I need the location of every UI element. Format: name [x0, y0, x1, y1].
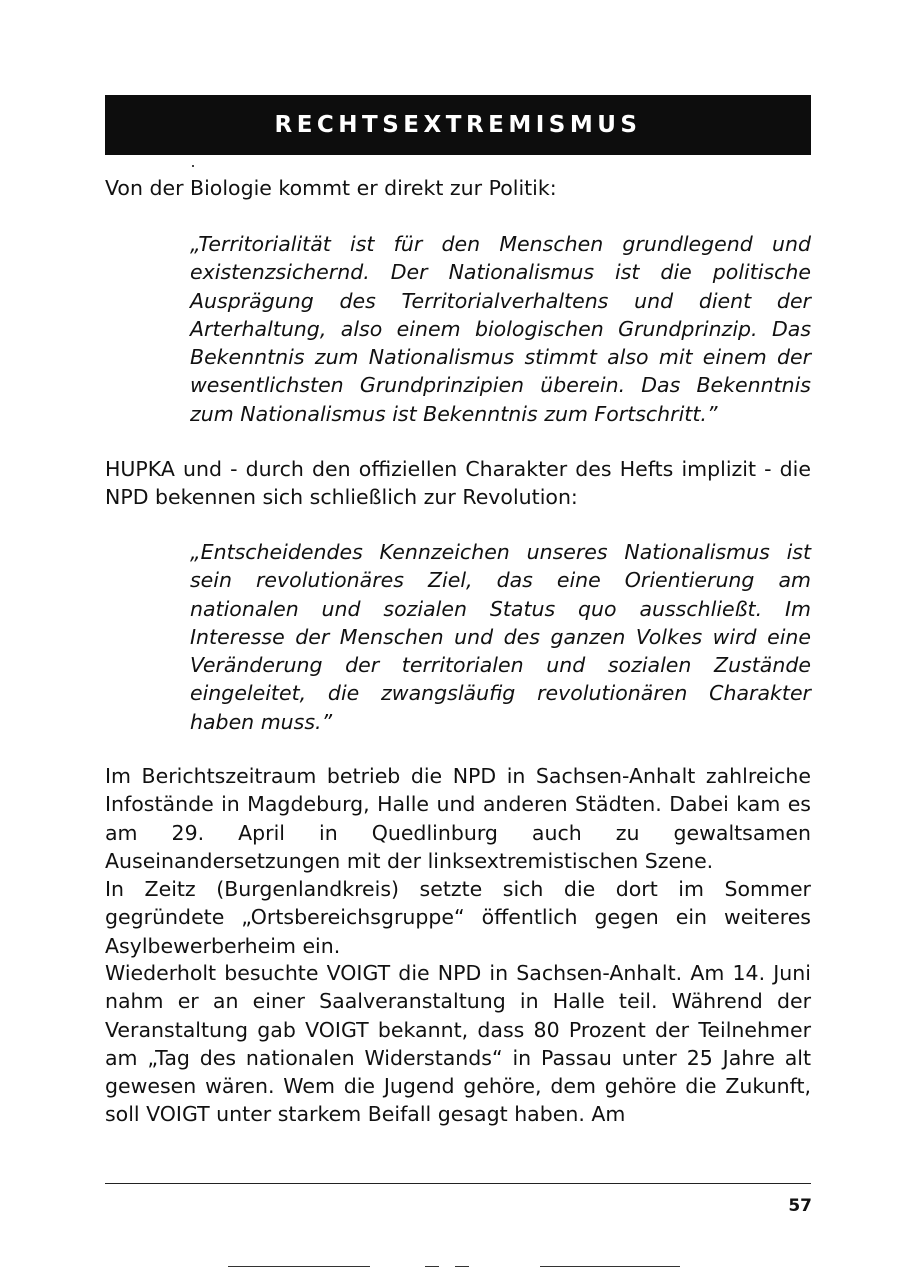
quote-revolution: „Entscheidendes Kennzeichen unseres Nationalismus ist sein revolutionäres Ziel, das eine Orientierung am nationalen und sozialen Status quo ausschließt. Im Interesse der Menschen und des ganzen Volkes wird eine Veränderung der territorialen und sozialen Zustände eingeleitet, die zwangsläufig revolutionären Charakter haben muss.”: [190, 540, 811, 734]
scan-mark-mid: [425, 1266, 439, 1267]
scan-mark-mid-2: [455, 1266, 469, 1267]
paragraph-berichtszeitraum: Im Berichtszeitraum betrieb die NPD in Sachsen-Anhalt zahlreiche Infostände in Magdeburg, Halle und anderen Städten. Dabei kam es am 29. April in Quedlinburg auch zu gewaltsamen Auseinandersetzungen mit der linksextremistischen Szene.: [105, 764, 811, 873]
scan-mark-left: [228, 1266, 370, 1267]
paragraph-hupka: HUPKA und - durch den offiziellen Charakter des Hefts implizit - die NPD bekennen sich schließlich zur Revolution:: [105, 457, 811, 510]
page-number: 57: [788, 1196, 812, 1216]
section-header-bar: [105, 95, 811, 155]
footer-rule: [105, 1183, 811, 1184]
paragraph-zeitz: In Zeitz (Burgenlandkreis) setzte sich die dort im Sommer gegründete „Ortsbereichsgruppe“ öffentlich gegen ein weiteres Asylbewerberheim ein.: [105, 877, 811, 958]
paragraph-voigt: Wiederholt besuchte VOIGT die NPD in Sachsen-Anhalt. Am 14. Juni nahm er an einer Saalveranstaltung in Halle teil. Während der Veranstaltung gab VOIGT bekannt, dass 80 Prozent der Teilnehmer am „Tag des nationalen Widerstands“ in Passau unter 25 Jahre alt gewesen wären. Wem die Jugend gehöre, dem gehöre die Zukunft, soll VOIGT unter starkem Beifall gesagt haben. Am: [105, 961, 811, 1127]
section-title: RECHTSEXTREMISMUS: [274, 112, 642, 138]
paragraph-intro: Von der Biologie kommt er direkt zur Politik:: [105, 176, 557, 200]
scan-mark-right: [540, 1266, 680, 1267]
scan-speck: [192, 165, 194, 167]
quote-territorialitaet: „Territorialität ist für den Menschen grundlegend und existenzsichernd. Der Nationalismus ist die politische Ausprägung des Territorialverhaltens und dient der Arterhaltung, also einem biologischen Grundprinzip. Das Bekenntnis zum Nationalismus stimmt also mit einem der wesentlichsten Grundprinzipien überein. Das Bekenntnis zum Nationalismus ist Bekenntnis zum Fortschritt.”: [190, 232, 811, 426]
